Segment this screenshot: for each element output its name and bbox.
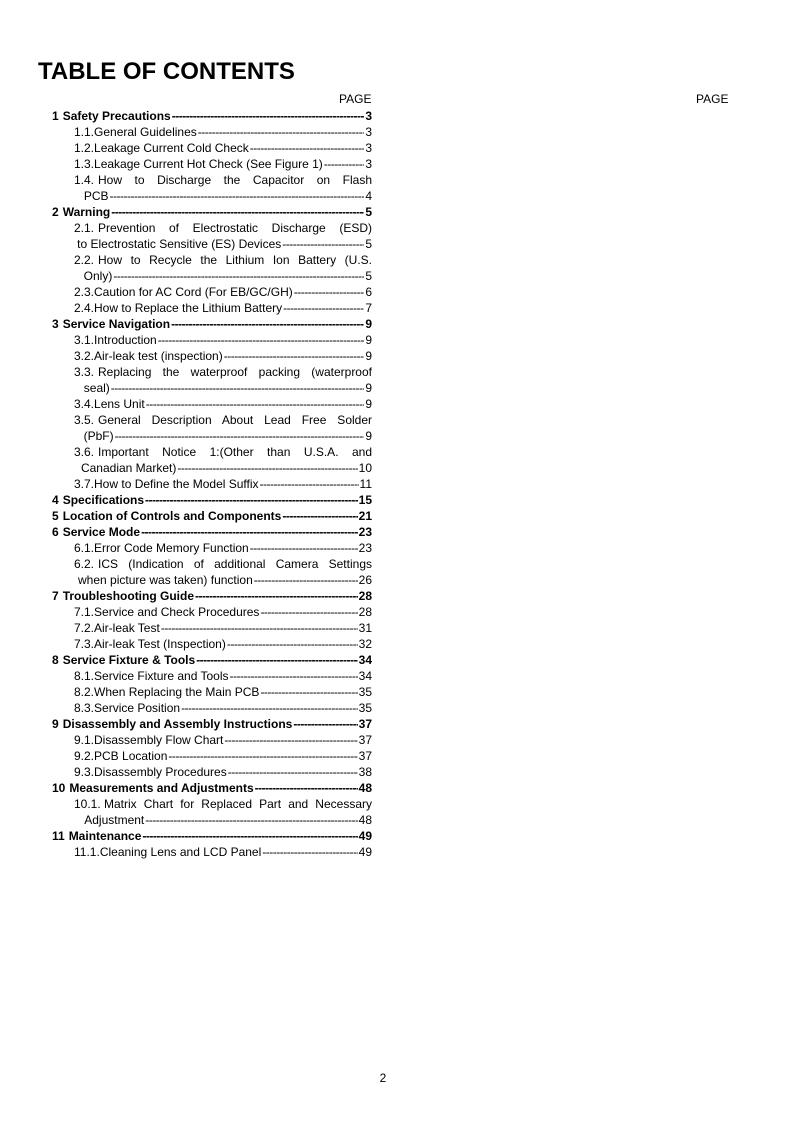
toc-subsection-entry[interactable] (52, 796, 372, 828)
toc-leader-dots (230, 668, 358, 684)
toc-entry-title: Cleaning Lens and LCD Panel (99, 845, 262, 859)
toc-subsection-entry[interactable] (52, 732, 372, 748)
toc-entry-title-line1: How to Discharge the Capacitor on Flash (98, 173, 372, 187)
toc-entry-title: General Guidelines (94, 125, 197, 139)
toc-entry-title: Troubleshooting Guide (62, 589, 195, 603)
toc-page-number: 3 (365, 141, 372, 155)
toc-leader-dots (145, 812, 357, 828)
toc-leader-dots (282, 508, 357, 524)
toc-leader-dots (146, 396, 365, 412)
toc-subsection-entry[interactable] (52, 140, 372, 156)
toc-entry-title: Service Fixture and Tools (94, 669, 229, 683)
toc-entry-title-line1: How to Recycle the Lithium Ion Battery (U.S. (98, 253, 372, 267)
toc-entry-title: Introduction (94, 333, 157, 347)
toc-subsection-entry[interactable] (52, 604, 372, 620)
toc-entry-number: 1.4. (74, 173, 95, 187)
toc-entry-number: 2.2. (74, 253, 95, 267)
toc-leader-dots (145, 492, 358, 508)
toc-subsection-entry[interactable] (52, 636, 372, 652)
toc-leader-dots (111, 204, 364, 220)
toc-entry-title-line2: Canadian Market) (80, 461, 177, 475)
toc-entry-number: 6 (52, 525, 59, 539)
toc-entry-number: 2 (52, 205, 59, 219)
toc-leader-dots (177, 460, 357, 476)
toc-entry-title: Safety Precautions (62, 109, 171, 123)
toc-subsection-entry[interactable] (52, 412, 372, 444)
toc-leader-dots (171, 316, 364, 332)
toc-page-number: 34 (358, 669, 372, 683)
toc-page-number: 3 (365, 125, 372, 139)
toc-entry-title: PCB Location (94, 749, 168, 763)
toc-page-number: 9 (365, 317, 372, 331)
toc-section-entry[interactable] (52, 716, 372, 732)
toc-entry-title: Air-leak test (inspection) (94, 349, 223, 363)
toc-entry-title: Error Code Memory Function (94, 541, 249, 555)
toc-entry-number: 5 (52, 509, 59, 523)
toc-page-number: 3 (365, 109, 372, 123)
toc-subsection-entry[interactable] (52, 764, 372, 780)
toc-entry-title: Leakage Current Hot Check (See Figure 1) (94, 157, 323, 171)
toc-entry-title-line1: Matrix Chart for Replaced Part and Necessary (104, 797, 372, 811)
toc-leader-dots (224, 732, 357, 748)
toc-entry-number: 3.5. (74, 413, 95, 427)
toc-page-number: 26 (358, 573, 372, 587)
table-of-contents (52, 108, 372, 860)
toc-entry-title: Specifications (62, 493, 145, 507)
toc-leader-dots (324, 156, 365, 172)
toc-page-number: 28 (358, 589, 372, 603)
toc-section-entry[interactable] (52, 828, 372, 844)
toc-leader-dots (198, 124, 365, 140)
page-number: 2 (379, 1071, 387, 1085)
toc-entry-title: Service Position (94, 701, 181, 715)
toc-subsection-entry[interactable] (52, 220, 372, 252)
toc-entry-number: 7.3. (74, 637, 95, 651)
toc-leader-dots (282, 236, 364, 252)
page-column-header-left: PAGE (339, 92, 372, 106)
toc-entry-title: Warning (62, 205, 111, 219)
toc-page-number: 31 (358, 621, 372, 635)
toc-entry-title-line2: to Electrostatic Sensitive (ES) Devices (77, 237, 282, 251)
toc-entry-number: 1.2. (74, 141, 95, 155)
toc-leader-dots (115, 428, 365, 444)
toc-page-number: 49 (358, 829, 372, 843)
toc-entry-title: Measurements and Adjustments (69, 781, 254, 795)
toc-leader-dots (196, 652, 357, 668)
toc-page-number: 48 (358, 813, 372, 827)
toc-page-number: 34 (358, 653, 372, 667)
toc-entry-number: 7.1. (74, 605, 95, 619)
toc-entry-title-line2: Only) (83, 269, 113, 283)
toc-leader-dots (260, 684, 357, 700)
toc-subsection-entry[interactable] (52, 444, 372, 476)
toc-leader-dots (142, 828, 357, 844)
toc-entry-number: 8.3. (74, 701, 95, 715)
toc-subsection-entry[interactable] (52, 684, 372, 700)
toc-page-number: 49 (358, 845, 372, 859)
toc-entry-number: 10 (52, 781, 66, 795)
toc-entry-number: 3.1. (74, 333, 95, 347)
toc-page-number: 10 (358, 461, 372, 475)
toc-entry-title: Air-leak Test (94, 621, 160, 635)
toc-entry-title: Air-leak Test (Inspection) (94, 637, 226, 651)
toc-entry-number: 3.3. (74, 365, 95, 379)
toc-leader-dots (195, 588, 358, 604)
toc-page-number: 5 (365, 269, 372, 283)
toc-subsection-entry[interactable] (52, 172, 372, 204)
toc-entry-title: When Replacing the Main PCB (94, 685, 260, 699)
toc-section-entry[interactable] (52, 108, 372, 124)
toc-entry-title: Maintenance (68, 829, 142, 843)
toc-entry-title: How to Define the Model Suffix (94, 477, 259, 491)
toc-subsection-entry[interactable] (52, 396, 372, 412)
toc-page-number: 48 (358, 781, 372, 795)
toc-entry-title-line2: (PbF) (83, 429, 114, 443)
toc-leader-dots (181, 700, 358, 716)
toc-page-number: 4 (365, 189, 372, 203)
toc-entry-title: Disassembly and Assembly Instructions (62, 717, 293, 731)
toc-entry-number: 1.3. (74, 157, 95, 171)
toc-subsection-entry[interactable] (52, 620, 372, 636)
toc-subsection-entry[interactable] (52, 348, 372, 364)
toc-subsection-entry[interactable] (52, 844, 372, 860)
toc-section-entry[interactable] (52, 652, 372, 668)
toc-entry-title-line1: Prevention of Electrostatic Discharge (ESD) (98, 221, 372, 235)
toc-entry-title-line1: General Description About Lead Free Solder (98, 413, 372, 427)
toc-subsection-entry[interactable] (52, 252, 372, 284)
toc-subsection-entry[interactable] (52, 540, 372, 556)
toc-entry-number: 6.1. (74, 541, 95, 555)
toc-entry-title: Caution for AC Cord (For EB/GC/GH) (94, 285, 293, 299)
toc-subsection-entry[interactable] (52, 332, 372, 348)
toc-leader-dots (158, 332, 365, 348)
toc-page-number: 35 (358, 701, 372, 715)
toc-page-number: 11 (359, 477, 372, 491)
toc-subsection-entry[interactable] (52, 700, 372, 716)
toc-entry-number: 9.2. (74, 749, 95, 763)
toc-leader-dots (283, 300, 364, 316)
toc-leader-dots (113, 268, 364, 284)
toc-entry-number: 9.3. (74, 765, 95, 779)
toc-leader-dots (294, 284, 365, 300)
toc-entry-title-line2: seal) (83, 381, 110, 395)
toc-entry-number: 4 (52, 493, 59, 507)
toc-section-entry[interactable] (52, 508, 372, 524)
toc-leader-dots (228, 764, 358, 780)
toc-entry-title: Disassembly Procedures (94, 765, 227, 779)
toc-entry-number: 8.2. (74, 685, 95, 699)
toc-entry-number: 3.2. (74, 349, 95, 363)
toc-page-number: 5 (365, 237, 372, 251)
toc-entry-number: 3.6. (74, 445, 95, 459)
toc-subsection-entry[interactable] (52, 556, 372, 588)
toc-leader-dots (161, 620, 358, 636)
toc-section-entry[interactable] (52, 492, 372, 508)
toc-entry-number: 3.4. (74, 397, 95, 411)
toc-entry-title: Service Mode (62, 525, 141, 539)
toc-leader-dots (168, 748, 357, 764)
toc-leader-dots (224, 348, 365, 364)
toc-page-number: 3 (365, 157, 372, 171)
toc-leader-dots (227, 636, 358, 652)
toc-subsection-entry[interactable] (52, 476, 372, 492)
toc-entry-title: Disassembly Flow Chart (94, 733, 224, 747)
toc-leader-dots (141, 524, 358, 540)
toc-page-number: 28 (358, 605, 372, 619)
toc-page-number: 9 (365, 333, 372, 347)
toc-page-number: 37 (358, 749, 372, 763)
toc-entry-number: 1 (52, 109, 59, 123)
toc-entry-number: 7.2. (74, 621, 95, 635)
toc-section-entry[interactable] (52, 204, 372, 220)
toc-entry-title-line1: Replacing the waterproof packing (waterproof (98, 365, 372, 379)
toc-section-entry[interactable] (52, 780, 372, 796)
toc-entry-title-line2: PCB (83, 189, 109, 203)
toc-entry-title-line2: Adjustment (84, 813, 145, 827)
toc-entry-title: Location of Controls and Components (62, 509, 282, 523)
toc-entry-number: 1.1. (74, 125, 95, 139)
toc-page-number: 5 (365, 205, 372, 219)
toc-leader-dots (250, 140, 365, 156)
toc-leader-dots (260, 476, 359, 492)
toc-entry-number: 10.1. (74, 797, 101, 811)
toc-subsection-entry[interactable] (52, 364, 372, 396)
toc-entry-title: Service Navigation (62, 317, 171, 331)
toc-entry-number: 3.7. (74, 477, 95, 491)
toc-entry-title-line2: when picture was taken) function (78, 573, 253, 587)
toc-subsection-entry[interactable] (52, 156, 372, 172)
toc-subsection-entry[interactable] (52, 124, 372, 140)
toc-leader-dots (172, 108, 365, 124)
toc-leader-dots (262, 844, 357, 860)
toc-entry-number: 9 (52, 717, 59, 731)
toc-entry-number: 8 (52, 653, 59, 667)
toc-entry-number: 2.4. (74, 301, 95, 315)
toc-page-number: 7 (365, 301, 372, 315)
toc-entry-title: Service and Check Procedures (94, 605, 260, 619)
toc-leader-dots (254, 572, 358, 588)
toc-page-number: 9 (365, 429, 372, 443)
toc-section-entry[interactable] (52, 316, 372, 332)
toc-subsection-entry[interactable] (52, 668, 372, 684)
toc-page-number: 9 (365, 381, 372, 395)
toc-leader-dots (255, 780, 358, 796)
toc-page-number: 6 (365, 285, 372, 299)
toc-entry-number: 11 (52, 829, 65, 843)
toc-page-number: 15 (358, 493, 372, 507)
toc-page-number: 21 (358, 509, 372, 523)
toc-leader-dots (111, 380, 365, 396)
toc-subsection-entry[interactable] (52, 300, 372, 316)
toc-entry-number: 6.2. (74, 557, 95, 571)
toc-leader-dots (110, 188, 365, 204)
toc-page-number: 37 (358, 717, 372, 731)
toc-entry-title: Service Fixture & Tools (62, 653, 196, 667)
toc-entry-number: 11.1. (74, 845, 100, 859)
toc-page-number: 23 (358, 525, 372, 539)
toc-entry-title: How to Replace the Lithium Battery (94, 301, 283, 315)
page-title: TABLE OF CONTENTS (38, 58, 295, 85)
toc-page-number: 23 (358, 541, 372, 555)
toc-section-entry[interactable] (52, 524, 372, 540)
toc-entry-title-line1: Important Notice 1:(Other than U.S.A. and (98, 445, 372, 459)
toc-page-number: 37 (358, 733, 372, 747)
page-column-header-right: PAGE (696, 92, 729, 106)
toc-page-number: 9 (365, 349, 372, 363)
toc-leader-dots (293, 716, 357, 732)
toc-entry-number: 3 (52, 317, 59, 331)
toc-entry-number: 8.1. (74, 669, 95, 683)
toc-entry-title: Leakage Current Cold Check (94, 141, 249, 155)
toc-entry-number: 2.1. (74, 221, 95, 235)
toc-page-number: 9 (365, 397, 372, 411)
toc-entry-number: 7 (52, 589, 59, 603)
toc-entry-number: 9.1. (74, 733, 95, 747)
toc-page-number: 38 (358, 765, 372, 779)
toc-section-entry[interactable] (52, 588, 372, 604)
toc-leader-dots (260, 604, 357, 620)
toc-entry-title-line1: ICS (Indication of additional Camera Settings (98, 557, 372, 571)
toc-page-number: 35 (358, 685, 372, 699)
toc-leader-dots (250, 540, 358, 556)
toc-subsection-entry[interactable] (52, 748, 372, 764)
toc-page-number: 32 (358, 637, 372, 651)
toc-entry-title: Lens Unit (94, 397, 145, 411)
toc-entry-number: 2.3. (74, 285, 95, 299)
toc-subsection-entry[interactable] (52, 284, 372, 300)
